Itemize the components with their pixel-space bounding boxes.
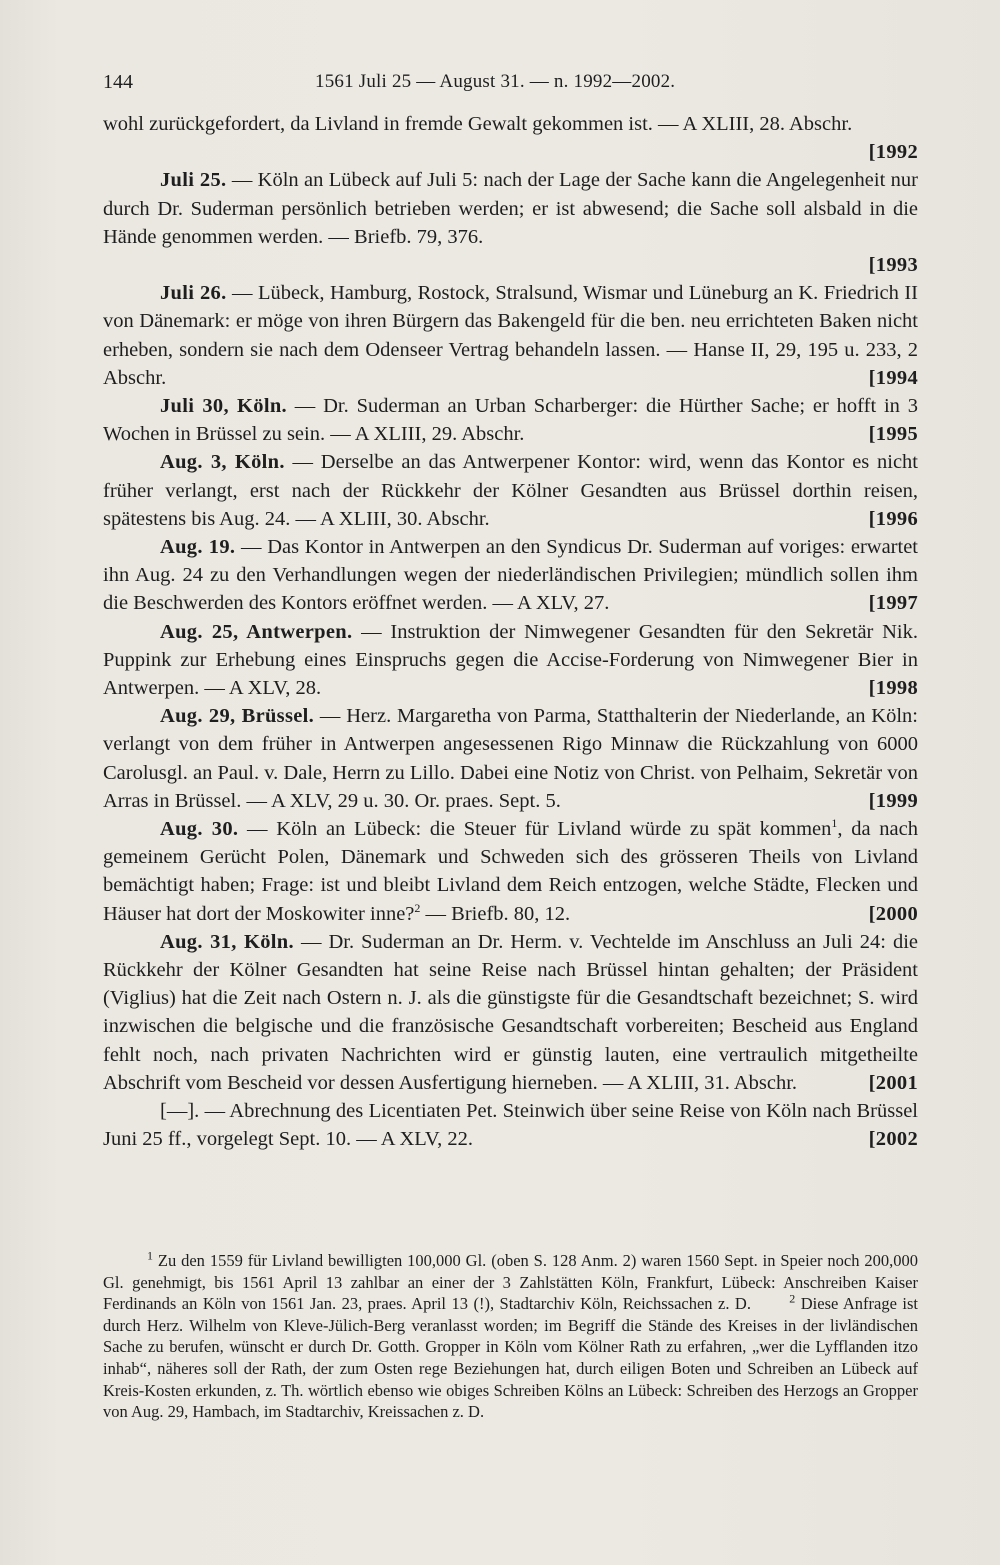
entry-text: — Das Kontor in Antwerpen an den Syndicus Dr. Suderman auf voriges: erwartet ihn Aug. 24 zu den Verhandlungen wegen der niederländischen Privilegien; mündlich sollen ihm die Beschwerden des Kontors eröffnet werden. — A XLV, 27.	[103, 536, 918, 615]
footnotes	[103, 1250, 918, 1423]
entry-date: Juli 25.	[160, 169, 227, 192]
entry-number: [1999	[868, 789, 918, 812]
entry-1996	[103, 448, 918, 533]
entry-1999	[103, 702, 918, 815]
entry-date: Aug. 31, Köln.	[160, 930, 294, 953]
entry-2001	[103, 928, 918, 1097]
entry-date: Aug. 19.	[160, 536, 236, 559]
entry-text: [—]. — Abrechnung des Licentiaten Pet. Steinwich über seine Reise von Köln nach Brüssel Juni 25 ff., vorgelegt Sept. 10. — A XLV, 22.	[103, 1100, 918, 1151]
running-title: 1561 Juli 25 — August 31. — n. 1992—2002.	[315, 71, 676, 92]
entry-1994	[103, 279, 918, 392]
page-number: 144	[103, 71, 133, 93]
entry-number: [1992	[868, 141, 918, 164]
entry-number: [2000	[868, 902, 918, 925]
entry-text: — Herz. Margaretha von Parma, Statthalterin der Niederlande, an Köln: verlangt von dem früher in Antwerpen angesessenen Rigo Minnaw die Rückzahlung von 6000 Carolusgl. an Paul. v. Dale, Herrn zu Lillo. Dabei eine Notiz von Christ. von Pelhaim, Sekretär von Arras in Brüssel. — A XLV, 29 u. 30. Or. praes. Sept. 5.	[103, 705, 918, 812]
page-body	[103, 110, 918, 1153]
entry-text: , da nach gemeinem Gerücht Polen, Dänemark und Schweden sich des grösseren Theils von Livland bemächtigt haben; Frage: ist und bleibt Livland dem Reich entzogen, welche Städte, Flecken und Häuser hat dort der Moskowiter inne?	[103, 818, 918, 925]
entry-text: wohl zurückgefordert, da Livland in fremde Gewalt gekommen ist. — A XLIII, 28. Abschr.	[103, 113, 853, 135]
entry-text: — Köln an Lübeck auf Juli 5: nach der Lage der Sache kann die Angelegenheit nur durch Dr. Suderman persönlich betrieben werden; er ist abwesend; die Sache soll alsbald in die Hände genommen werden. — Briefb. 79, 376.	[103, 169, 918, 248]
entry-date: Aug. 25, Antwerpen.	[160, 620, 353, 643]
entry-date: Juli 30, Köln.	[160, 395, 287, 417]
entry-number: [1995	[868, 423, 918, 446]
footnote-mark-1: 1	[147, 1248, 153, 1263]
entry-1997	[103, 533, 918, 618]
entry-text: — Köln an Lübeck: die Steuer für Livland würde zu spät kommen	[247, 818, 832, 841]
entry-1992	[103, 110, 918, 166]
footnote-ref-2: 2	[414, 900, 421, 915]
entry-text: — Lübeck, Hamburg, Rostock, Stralsund, Wismar und Lüneburg an K. Friedrich II von Dänemark: er möge von ihren Bürgern das Bakengeld für die ben. neu errichteten Baken nicht erheben, sondern sie nach dem Odenseer Vertrag behandeln lassen. — Hanse II, 29, 195 u. 233, 2 Abschr.	[103, 282, 918, 389]
footnote-ref-1: 1	[831, 816, 838, 831]
entry-number: [1997	[868, 592, 918, 615]
entry-1998	[103, 618, 918, 703]
entry-number: [1996	[868, 507, 918, 530]
entry-1993	[103, 166, 918, 279]
entry-number: [1993	[868, 254, 918, 276]
footnote-1-text: Zu den 1559 für Livland bewilligten 100,000 Gl. (oben S. 128 Anm. 2) waren 1560 Sept. in Speier noch 200,000 Gl. genehmigt, bis 1561 April 13 zahlbar an einer der 3 Zahlstätten Köln, Frankfurt, Lübeck: Anschreiben Kaiser Ferdinands an Köln von 1561 Jan. 23, praes. April 13 (!), Stadtarchiv Köln, Reichssachen z. D.	[103, 1251, 918, 1314]
entry-number: [1998	[868, 677, 918, 700]
entry-number: [1994	[868, 366, 918, 389]
footnote-2-text: Diese Anfrage ist durch Herz. Wilhelm von Kleve-Jülich-Berg veranlasst worden; im Begriff die Stände des Kreises in der livländischen Sache zu berufen, wünscht er durch Dr. Gotth. Gropper in Köln vom Kölner Rath zu erfahren, „wer die Lyfflanden itzo inhab“, näheres soll der Rath, der zum Osten rege Beziehungen hat, durch eiligen Boten und Schreiben an Lübeck auf Kreis-Kosten erkunden, z. Th. wörtlich ebenso wie obiges Schreiben Kölns an Lübeck: Schreiben des Herzogs an Gropper von Aug. 29, Hambach, im Stadtarchiv, Kreissachen z. D.	[103, 1294, 919, 1422]
entry-number: [2002	[868, 1128, 918, 1151]
entry-date: Aug. 29, Brüssel.	[160, 705, 315, 728]
footnote-mark-2: 2	[789, 1291, 796, 1306]
entry-text: — Dr. Suderman an Urban Scharberger: die Hürther Sache; er hofft in 3 Wochen in Brüssel zu sein. — A XLIII, 29. Abschr.	[103, 395, 919, 446]
footnote-block	[103, 1250, 918, 1423]
entry-date: Aug. 30.	[160, 818, 239, 841]
entry-date: Juli 26.	[160, 282, 227, 305]
entry-2002	[103, 1097, 918, 1153]
entry-text: — Instruktion der Nimwegener Gesandten für den Sekretär Nik. Puppink zur Erhebung eines Einspruchs gegen die Accise-Forderung von Nimwegener Bier in Antwerpen. — A XLV, 28.	[103, 620, 919, 700]
entry-number: [2001	[868, 1071, 918, 1094]
entry-2000	[103, 815, 918, 928]
entry-date: Aug. 3, Köln.	[160, 451, 285, 474]
entry-text: — Derselbe an das Antwerpener Kontor: wird, wenn das Kontor es nicht früher verlangt, erst nach der Rückkehr der Kölner Gesandten aus Brüssel dorthin reisen, spätestens bis Aug. 24. — A XLIII, 30. Abschr.	[103, 451, 919, 530]
page-header	[103, 64, 918, 100]
entry-text: — Briefb. 80, 12.	[420, 902, 571, 925]
entry-1995	[103, 392, 918, 448]
entry-text: — Dr. Suderman an Dr. Herm. v. Vechtelde im Anschluss an Juli 24: die Rückkehr der Kölner Gesandten hat seine Reise nach Brüssel hintan gehalten; der Präsident (Viglius) hat die Zeit nach Ostern n. J. als die günstigste für die Gesandtschaft bezeichnet; S. wird inzwischen die belgische und die französische Gesandtschaft vorbereiten; Bescheid aus England fehlt noch, nach privaten Nachrichten wird er günstig lauten, eine vertraulich mitgetheilte Abschrift vom Bescheid vor dessen Ausfertigung hierneben. — A XLIII, 31. Abschr.	[103, 930, 918, 1094]
